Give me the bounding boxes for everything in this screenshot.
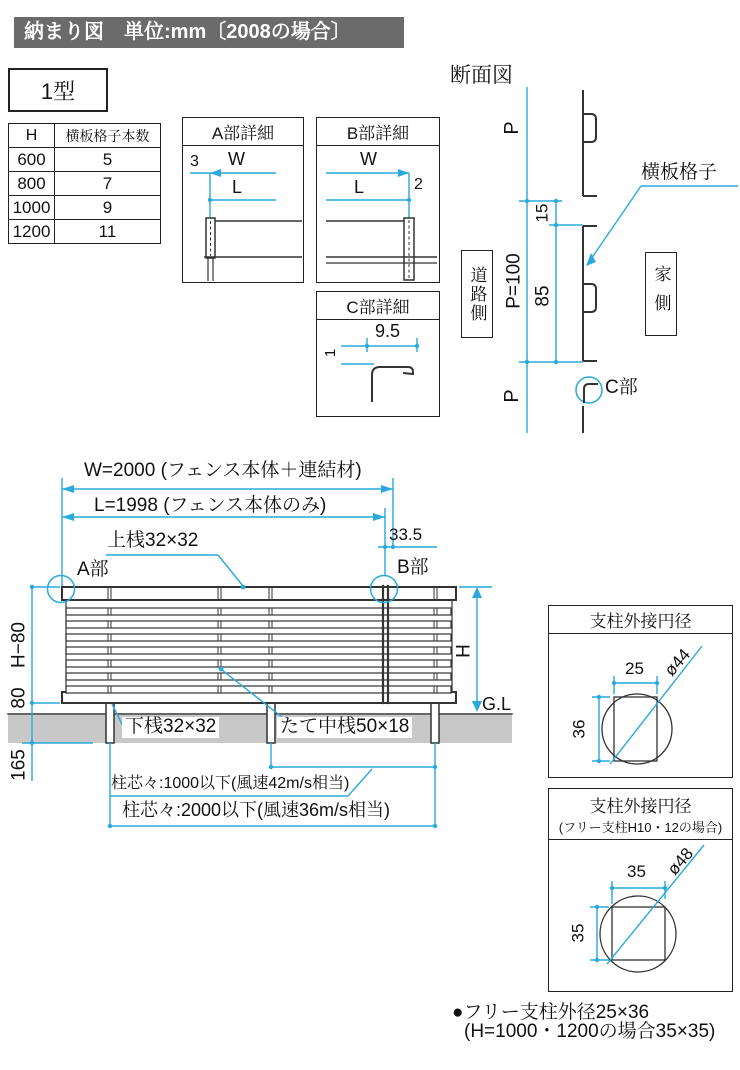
page-title: 納まり図 単位:mm〔2008の場合〕 [14,17,404,48]
cell-count: 11 [55,220,161,244]
fence-slats [66,588,451,693]
detail-b-dim-w: W [360,149,377,169]
post2-dim-height: 35 [568,923,588,943]
dim-80: 80 [8,687,30,709]
post1-dim-width: 25 [625,659,644,678]
dim-l-label: L=1998 (フェンス本体のみ) [94,495,327,516]
road-side-box [461,250,493,338]
fence-post [431,703,439,743]
post2-dim-diameter: ø48 [663,844,698,879]
footnote-line2: (H=1000・1200の場合35×35) [464,1021,716,1042]
cell-count: 5 [55,148,161,172]
detail-b-dim-l: L [354,177,365,197]
dim-h-minus-80: H−80 [8,622,30,668]
post1-dim-height: 36 [569,719,589,739]
dim-p-top: P [501,121,523,135]
ground-level-label: G.L [482,694,512,714]
post1-dim-diameter: ø44 [660,645,695,680]
dim-33-5-label: 33.5 [389,525,423,544]
post-detail-1-box [548,605,733,778]
dim-85: 85 [532,285,554,307]
part-a-label: A部 [77,559,109,580]
elevation-structure [8,586,512,743]
cell-count: 9 [55,196,161,220]
post-detail-2-header [549,789,732,840]
table-row [9,220,161,244]
detail-b-box [316,117,440,283]
bottom-rail-label: 下桟32×32 [122,717,219,738]
cell-h: 1000 [9,196,55,220]
dim-165: 165 [8,749,30,781]
part-b-label: B部 [397,557,429,578]
top-rail-label: 上桟32×32 [107,530,199,551]
detail-a-box [182,117,304,283]
fence-post [106,703,114,743]
mid-rail-label: たて中桟50×18 [277,717,412,738]
dim-15: 15 [532,203,552,223]
cell-h: 1200 [9,220,55,244]
bottom-rail [62,692,456,703]
slat-label: 横板格子 [641,162,718,183]
spec-table [8,123,161,244]
post-detail-2-title: 支柱外接円径 [589,797,692,816]
dim-pitch: P=100 [503,253,525,309]
post2-dim-width: 35 [627,862,646,881]
detail-c-marker [576,377,602,403]
table-header-row [9,124,161,148]
detail-a-dim-w: W [228,149,245,169]
detail-b-title: B部詳細 [317,118,439,146]
house-side-box [645,252,677,336]
cross-section-title: 断面図 [450,64,513,87]
table-row [9,172,161,196]
dim-w-label: W=2000 (フェンス本体＋連結材) [84,460,362,481]
detail-a-title: A部詳細 [183,118,303,146]
table-row [9,148,161,172]
house-side-label: 家側 [651,265,671,323]
post-pitch-1000-label: 柱芯々:1000以下(風速42m/s相当) [111,775,350,792]
detail-a-dim-offset: 3 [190,153,199,170]
cell-count: 7 [55,172,161,196]
c-part-label: C部 [605,377,638,398]
col-header-count: 横板格子本数 [55,124,161,148]
post-pitch-2000-label: 柱芯々:2000以下(風速36m/s相当) [122,800,391,820]
road-side-label: 道路側 [467,265,487,323]
dim-p-bottom: P [501,389,523,403]
dim-h-label: H [453,644,475,658]
cell-h: 600 [9,148,55,172]
col-header-h: H [9,124,55,148]
post-detail-2-box [548,788,733,992]
post-detail-2-subtitle: (フリー支柱H10・12の場合) [558,820,723,835]
type-label-box: 1型 [8,68,108,112]
detail-b-dim-offset: 2 [414,176,423,193]
footnote-line1: ●フリー支柱外径25×36 [452,1002,650,1023]
table-row [9,196,161,220]
detail-c-title: C部詳細 [317,292,439,320]
detail-c-dim-width: 9.5 [375,321,401,341]
detail-c-dim-thickness: 1 [321,348,339,358]
cell-h: 800 [9,172,55,196]
post-detail-1-title: 支柱外接円径 [549,606,732,634]
detail-a-dim-l: L [232,177,243,197]
